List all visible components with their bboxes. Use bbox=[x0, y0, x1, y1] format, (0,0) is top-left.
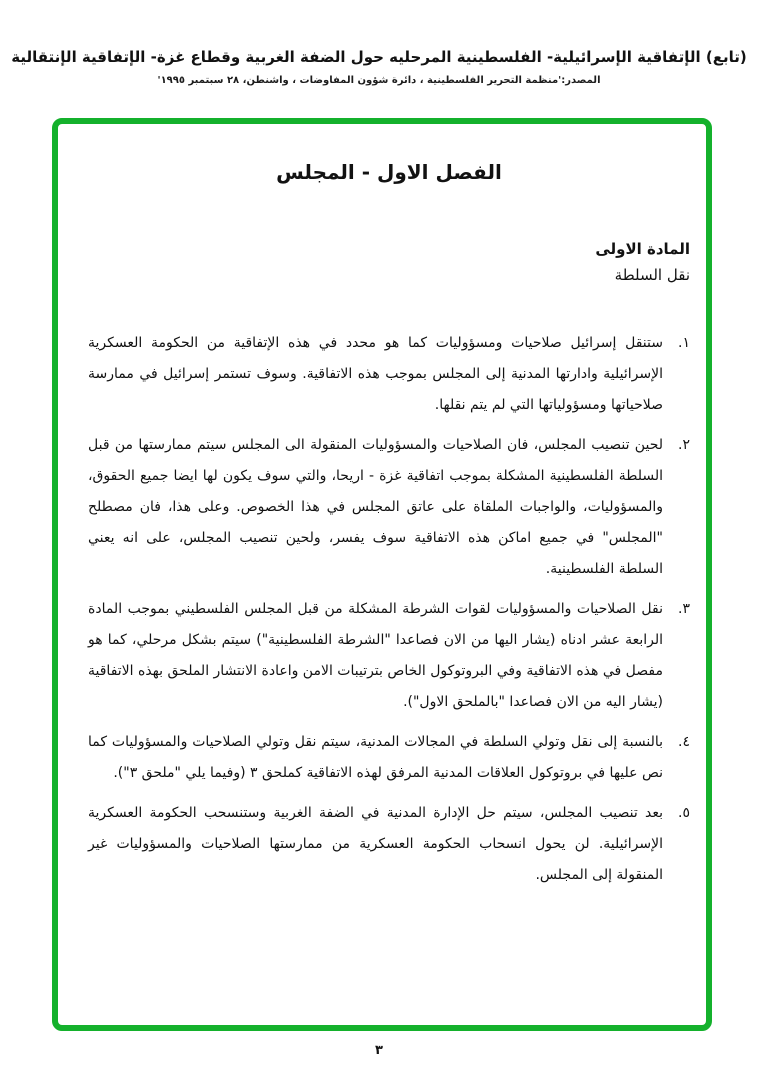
article-subheading: نقل السلطة bbox=[614, 266, 690, 284]
clause-list bbox=[88, 328, 690, 891]
clause-number: ٤. bbox=[678, 734, 690, 750]
clause-text: لحين تنصيب المجلس، فان الصلاحيات والمسؤوليات المنقولة الى المجلس سيتم ممارستها من قبل السلطة الفلسطينية المشكلة بموجب اتفاقية غزة - اريحا، والتي سوف يكون لها ايضا جميع الحقوق، والمسؤوليات، والواجبات الملقاة على عاتق المجلس في هذا الخصوص. وعلى هذا، فان مصطلح "المجلس" في جميع اماكن هذه الاتفاقية سوف يفسر، ولحين تنصيب المجلس، على انه يعني السلطة الفلسطينية. bbox=[88, 437, 663, 577]
clause-item-3 bbox=[88, 594, 690, 718]
clause-number: ٣. bbox=[678, 601, 690, 617]
content-area bbox=[58, 124, 706, 891]
chapter-title: الفصل الاول - المجلس bbox=[276, 160, 502, 184]
article-heading: المادة الاولى bbox=[595, 240, 690, 258]
clause-text: بعد تنصيب المجلس، سيتم حل الإدارة المدنية في الضفة الغربية وستنسحب الحكومة العسكرية الإسرائيلية. لن يحول انسحاب الحكومة العسكرية من ممارستها الصلاحيات والمسؤوليات غير المنقولة إلى المجلس. bbox=[88, 805, 663, 883]
content-border-box bbox=[52, 118, 712, 1031]
clause-text: بالنسبة إلى نقل وتولي السلطة في المجالات المدنية، سيتم نقل وتولي الصلاحيات والمسؤوليات كما نص عليها في بروتوكول العلاقات المدنية المرفق لهذه الاتفاقية كملحق ٣ (وفيما يلي "ملحق ٣"). bbox=[88, 734, 663, 781]
page-number: ٣ bbox=[375, 1043, 383, 1058]
clause-text: ستنقل إسرائيل صلاحيات ومسؤوليات كما هو محدد في هذه الإتفاقية من الحكومة العسكرية الإسرائيلية وادارتها المدنية إلى المجلس بموجب هذه الاتفاقية. وسوف تستمر إسرائيل في ممارسة صلاحياتها ومسؤولياتها التي لم يتم نقلها. bbox=[88, 335, 663, 413]
page-header bbox=[0, 48, 758, 86]
clause-item-4 bbox=[88, 727, 690, 789]
clause-number: ١. bbox=[678, 335, 690, 351]
clause-item-1 bbox=[88, 328, 690, 421]
document-source-line: المصدر:'منظمة التحرير الفلسطينية ، دائرة شؤون المفاوضات ، واشنطن، ٢٨ سبتمبر ١٩٩٥' bbox=[157, 75, 601, 86]
clause-text: نقل الصلاحيات والمسؤوليات لقوات الشرطة المشكلة من قبل المجلس الفلسطيني بموجب المادة الرابعة عشر ادناه (يشار اليها من الان فصاعدا "الشرطة الفلسطينية") سيتم بشكل مرحلي، كما هو مفصل في هذه الاتفاقية وفي البروتوكول الخاص بترتيبات الامن واعادة الانتشار الملحق بهذه الاتفاقية (يشار اليه من الان فصاعدا "بالملحق الاول"). bbox=[88, 601, 663, 710]
clause-number: ٥. bbox=[678, 805, 690, 821]
clause-number: ٢. bbox=[678, 437, 690, 453]
clause-item-5 bbox=[88, 798, 690, 891]
clause-item-2 bbox=[88, 430, 690, 585]
document-title: (تابع) الإتفاقية الإسرائيلية- الفلسطينية المرحليه حول الضفة الغربية وقطاع غزة- الإتفاقية الإنتقالية bbox=[11, 48, 747, 66]
